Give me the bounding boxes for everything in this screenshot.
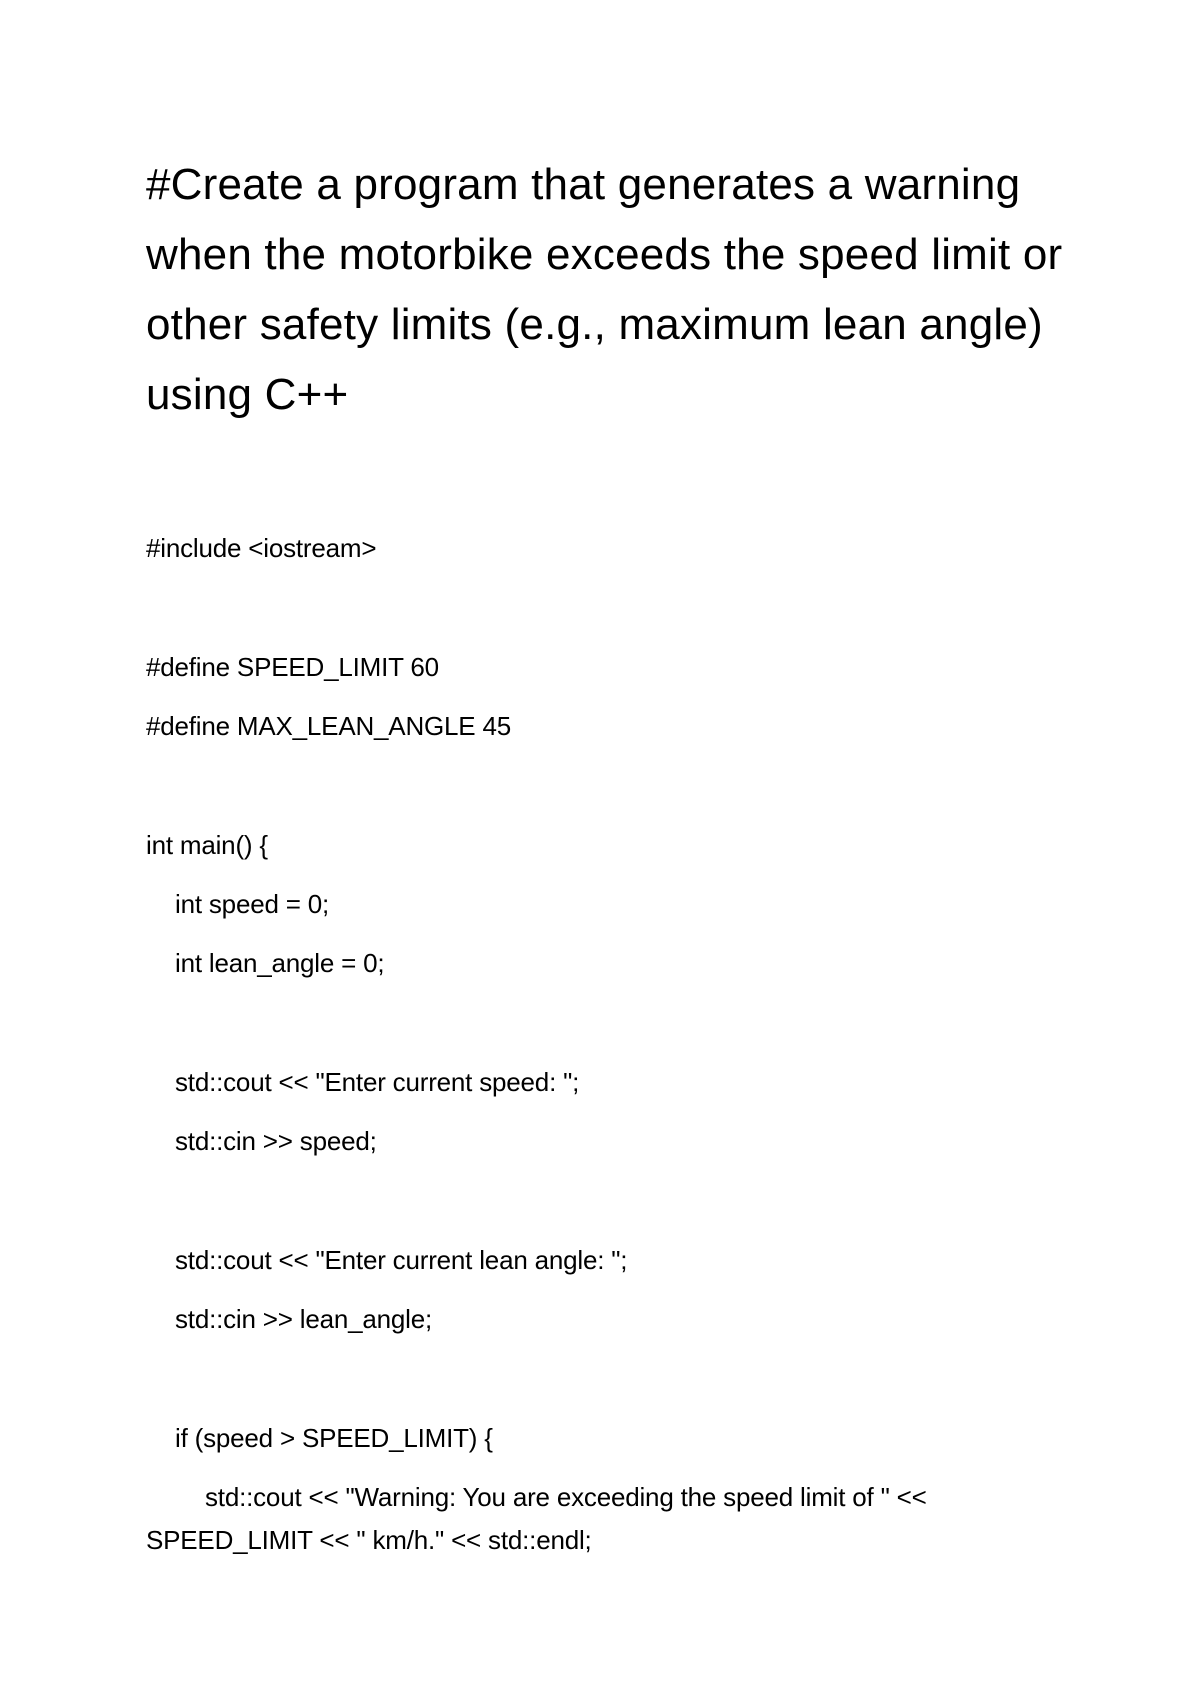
code-define-lean-line: #define MAX_LEAN_ANGLE 45 [146, 711, 511, 741]
code-prompt-speed-line: std::cout << "Enter current speed: "; [175, 1067, 580, 1097]
code-lean-decl-line: int lean_angle = 0; [175, 948, 385, 978]
code-if-speed-line: if (speed > SPEED_LIMIT) { [175, 1423, 493, 1453]
code-prompt-lean-line: std::cout << "Enter current lean angle: "; [175, 1245, 628, 1275]
code-warn-speed-line-1: std::cout << "Warning: You are exceeding the speed limit of " << [205, 1482, 927, 1512]
code-read-lean-line: std::cin >> lean_angle; [175, 1304, 433, 1334]
code-warn-speed-line-2: SPEED_LIMIT << " km/h." << std::endl; [146, 1525, 592, 1555]
code-include-line: #include <iostream> [146, 533, 377, 563]
code-define-speed-line: #define SPEED_LIMIT 60 [146, 652, 439, 682]
code-main-open-line: int main() { [146, 830, 268, 860]
code-read-speed-line: std::cin >> speed; [175, 1126, 377, 1156]
code-speed-decl-line: int speed = 0; [175, 889, 330, 919]
document-heading: #Create a program that generates a warning when the motorbike exceeds the speed limit or other safety limits (e.g., maximum lean angle) using C++ [146, 160, 1063, 419]
